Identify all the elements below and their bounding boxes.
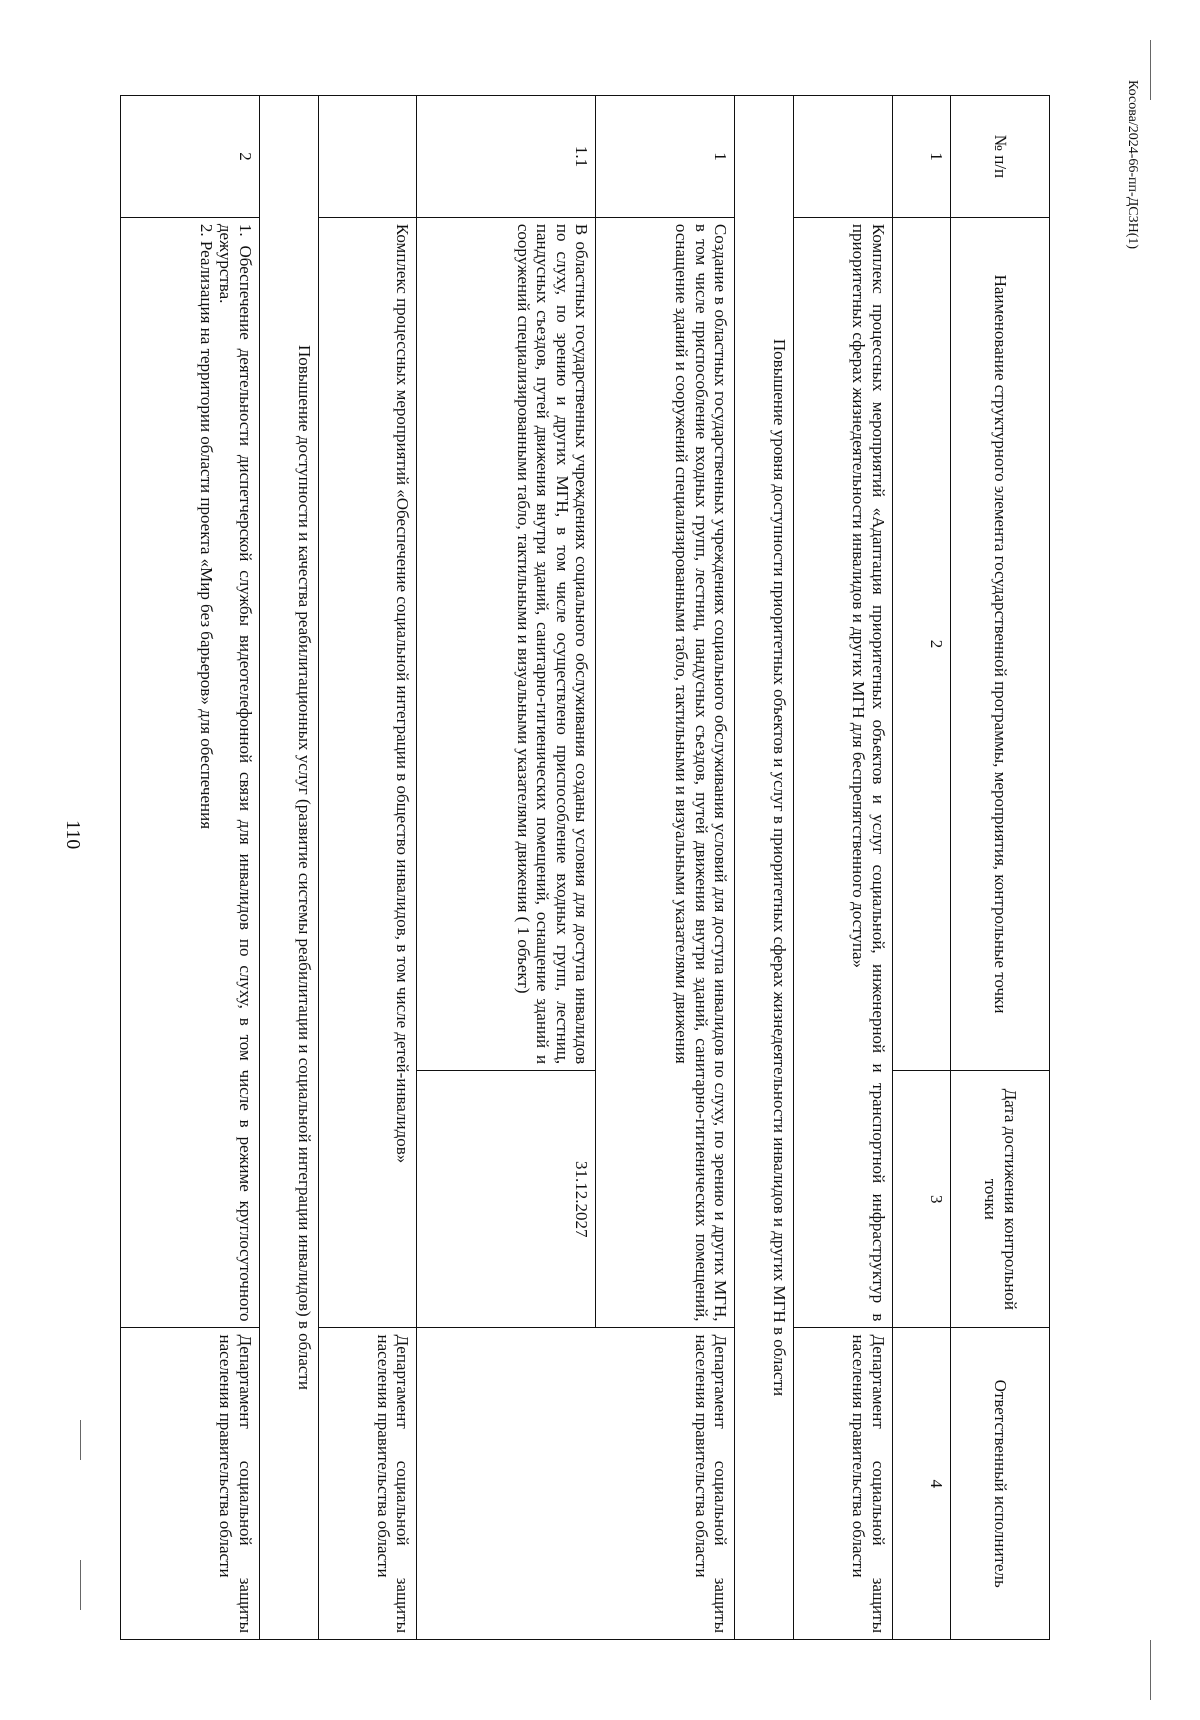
header-name: Наименование структурного элемента государственной программы, мероприятия, контрольные точки: [951, 217, 1050, 1070]
section-row: [260, 96, 319, 1640]
rotated-table-container: [120, 95, 1050, 1640]
executor-cell: Департамент социальной защиты населения правительства области: [417, 1328, 735, 1640]
checkpoint-date: 31.12.2027: [417, 1071, 596, 1328]
table-row: [318, 96, 417, 1640]
section-row: [735, 96, 794, 1640]
measure-text: Создание в областных государственных учреждениях социального обслуживания условий для доступа инвалидов по слуху, по зрению и других МГН, в том числе приспособление входных групп, лестниц, пандусных съездов, путей движения внутри зданий, санитарно-гигиенических помещений, оснащение зданий и сооружений специализированными табло, тактильными и визуальными указателями движения: [596, 217, 735, 1328]
header-number: № п/п: [951, 96, 1050, 218]
complex-measures-1: Комплекс процессных мероприятий «Адаптация приоритетных объектов и услуг социальной, инженерной и транспортной инфраструктур в приоритетных сферах жизнедеятельности инвалидов и других МГН для беспрепятственного доступа»: [793, 217, 892, 1328]
executor-cell: Департамент социальной защиты населения правительства области: [793, 1328, 892, 1640]
table-row: [596, 96, 735, 1640]
numbering-row: [892, 96, 951, 1640]
measure-line-2: 2. Реализация на территории области проекта «Мир без барьеров» для обеспечения: [196, 223, 216, 830]
margin-line: [80, 1560, 81, 1610]
header-date: Дата достижения контрольной точки: [951, 1071, 1050, 1328]
section-heading-2: Повышение доступности и качества реабилитационных услуг (развитие системы реабилитации и социальной интеграции инвалидов) в области: [260, 96, 319, 1640]
checkpoint-text: В областных государственных учреждениях социального обслуживания созданы условия для доступа инвалидов по слуху, по зрению и других МГН, в том числе осуществлено приспособление входных групп, лестниц, пандусных съездов, путей движения внутри зданий, санитарно-гигиенических помещений, оснащение зданий и сооружений специализированными табло, тактильными и визуальными указателями движения ( 1 объект): [417, 217, 596, 1070]
table-row: [121, 96, 260, 1640]
row-number: 2: [121, 96, 260, 218]
measure-line-1: 1. Обеспечение деятельности диспетчерской службы видеотелефонной связи для инвалидов по слуху, в том числе в режиме круглосуточного дежурства.: [216, 223, 255, 1322]
table-header-row: [951, 96, 1050, 1640]
program-table: [120, 95, 1050, 1640]
table-row: [793, 96, 892, 1640]
page-number: 110: [62, 820, 84, 850]
numbering-cell: 1: [892, 96, 951, 218]
margin-line: [1150, 1640, 1151, 1700]
empty-cell: [318, 96, 417, 218]
document-code: Косова/2024-66-пп-ДСЗН(1): [1125, 80, 1140, 250]
numbering-cell: 2: [892, 217, 951, 1070]
margin-line: [80, 1420, 81, 1460]
executor-cell: Департамент социальной защиты населения правительства области: [121, 1328, 260, 1640]
numbering-cell: 4: [892, 1328, 951, 1640]
section-heading-1: Повышение уровня доступности приоритетных объектов и услуг в приоритетных сферах жизнедеятельности инвалидов и других МГН в области: [735, 96, 794, 1640]
margin-line: [1150, 40, 1151, 100]
measure-text: [121, 217, 260, 1328]
empty-cell: [793, 96, 892, 218]
executor-cell: Департамент социальной защиты населения правительства области: [318, 1328, 417, 1640]
numbering-cell: 3: [892, 1071, 951, 1328]
row-number: 1.1: [417, 96, 596, 218]
complex-measures-2: Комплекс процессных мероприятий «Обеспечение социальной интеграции в общество инвалидов, в том числе детей-инвалидов»: [318, 217, 417, 1328]
header-executor: Ответственный исполнитель: [951, 1328, 1050, 1640]
row-number: 1: [596, 96, 735, 218]
